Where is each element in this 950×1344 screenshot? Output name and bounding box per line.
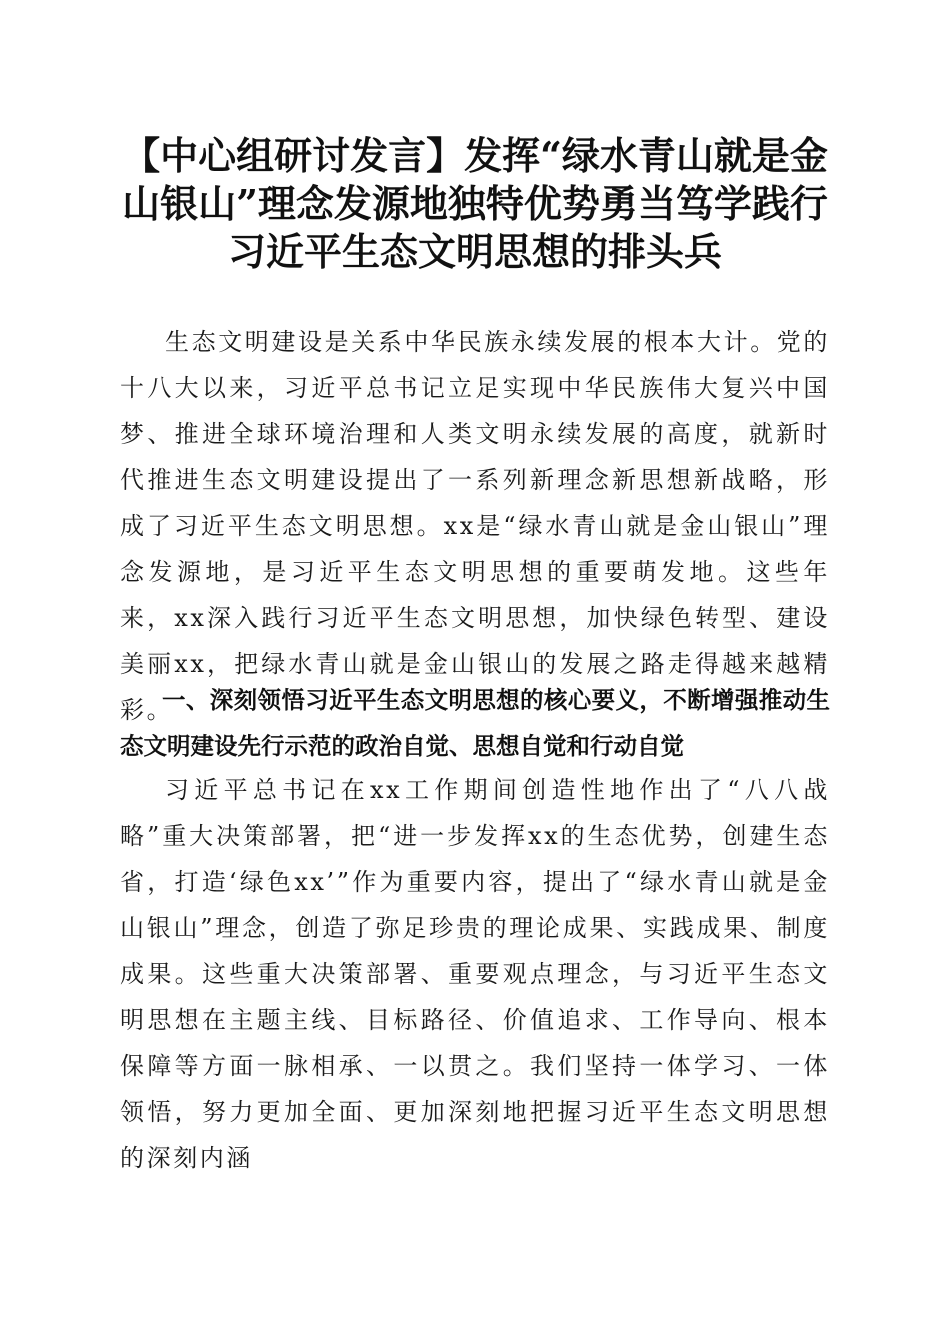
paragraph-section-1: 习近平总书记在xx工作期间创造性地作出了“八八战略”重大决策部署，把“进一步发挥xx的生态优势，创建生态省，打造‘绿色xx’”作为重要内容，提出了“绿水青山就是金山银山”理念，创造了弥足珍贵的理论成果、实践成果、制度成果。这些重大决策部署、重要观点理念，与习近平生态文明思想在主题主线、目标路径、价值追求、工作导向、根本保障等方面一脉相承、一以贯之。我们坚持一体学习、一体领悟，努力更加全面、更加深刻地把握习近平生态文明思想的深刻内涵 xyxy=(120,776,830,1172)
document-title: 【中心组研讨发言】发挥“绿水青山就是金山银山”理念发源地独特优势勇当笃学践行习近平生态文明思想的排头兵 xyxy=(122,133,828,274)
paragraph-intro: 生态文明建设是关系中华民族永续发展的根本大计。党的十八大以来，习近平总书记立足实现中华民族伟大复兴中国梦、推进全球环境治理和人类文明永续发展的高度，就新时代推进生态文明建设提出了一系列新理念新思想新战略，形成了习近平生态文明思想。xx是“绿水青山就是金山银山”理念发源地，是习近平生态文明思想的重要萌发地。这些年来，xx深入践行习近平生态文明思想，加快绿色转型、建设美丽xx，把绿水青山就是金山银山的发展之路走得越来越精彩。 xyxy=(120,328,830,724)
section-heading-1: 一、深刻领悟习近平生态文明思想的核心要义，不断增强推动生态文明建设先行示范的政治自觉、思想自觉和行动自觉 xyxy=(120,686,830,760)
